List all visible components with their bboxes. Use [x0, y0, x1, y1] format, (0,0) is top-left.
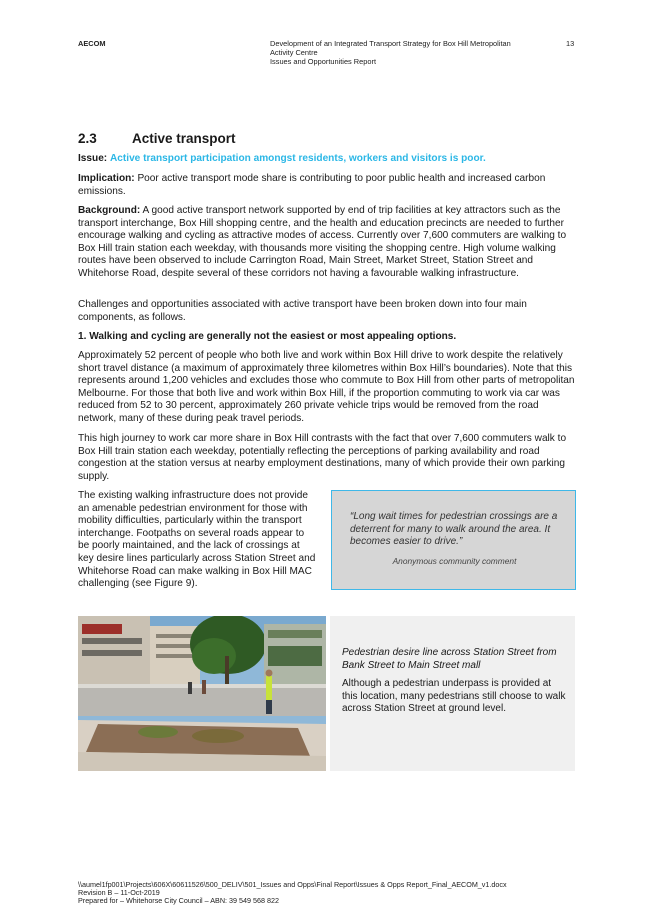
issue-statement	[78, 153, 576, 166]
implication-label: Implication:	[78, 173, 135, 184]
footer-revision: Revision B – 11-Oct-2019	[78, 888, 160, 897]
quote-text: “Long wait times for pedestrian crossings are a deterrent for many to walk around the area. It becomes easier to drive.”	[350, 511, 558, 548]
brand-name: AECOM	[78, 39, 106, 48]
section-number: 2.3	[78, 131, 97, 146]
community-quote-box	[331, 490, 576, 590]
challenges-intro: Challenges and opportunities associated with active transport have been broken down into four main components, as follows.	[78, 299, 527, 323]
figure-caption-body: Although a pedestrian underpass is provided at this location, many pedestrians still choose to walk across Station Street at ground level.	[342, 678, 566, 715]
document-title	[270, 39, 540, 66]
issue-label: Issue:	[78, 153, 108, 164]
document-title-line: Activity Centre	[270, 48, 318, 57]
subheading-walking-cycling: 1. Walking and cycling are generally not the easiest or most appealing options.	[78, 331, 457, 342]
page-number: 13	[566, 39, 575, 48]
footer-prepared-for: Prepared for – Whitehorse City Council – ABN: 39 549 568 822	[78, 896, 279, 905]
document-title-line: Development of an Integrated Transport Strategy for Box Hill Metropolitan	[270, 39, 511, 48]
issue-text: Active transport participation amongst residents, workers and visitors is poor.	[110, 153, 486, 164]
background-label: Background:	[78, 205, 141, 216]
body-paragraph: Approximately 52 percent of people who both live and work within Box Hill drive to work despite the relatively short travel distance (a maximum of approximately three kilometres within Box Hill’s boundaries). Note that this represents around 1,200 vehicles and excludes those who commute to Box Hill from other parts of metropolitan Melbourne. For those that both live and work within Box Hill, if the proportion commuting to work via car was reduced from 52 to 30 percent, approximately 260 private vehicle trips would be removed from the road network, many of these during peak travel periods.	[78, 350, 575, 424]
section-heading	[78, 131, 236, 146]
footer-file-path: \\aumel1fp001\Projects\606X\60611526\500_DELIV\501_Issues and Opps\Final Report\Issues & Opps Report_Final_AECOM_v1.docx	[78, 880, 507, 889]
background-paragraph	[78, 205, 576, 281]
section-title: Active transport	[132, 131, 236, 146]
background-text: A good active transport network supported by end of trip facilities at key attractors such as the transport interchange, Box Hill shopping centre, and the health and education precincts are needed to further encourage walking and cycling as attractive modes of access. Currently over 7,600 commuters are walking to Box Hill train station each weekday, with thousands more visiting the shopping centre. High volume walking routes have been observed to include Carrington Road, Main Street, Market Street, Station Street and Whitehorse Road, despite several of these corridors not having a favourable walking infrastructure.	[78, 205, 567, 279]
implication-paragraph	[78, 173, 576, 198]
quote-attribution: Anonymous community comment	[392, 556, 517, 566]
document-subtitle: Issues and Opportunities Report	[270, 57, 376, 66]
body-paragraph: The existing walking infrastructure does not provide an amenable pedestrian environment for those with mobility difficulties, particularly within the transport interchange. Footpaths on several roads appear to be poorly maintained, and the lack of crossings at key desire lines particularly across Station Street and Whitehorse Road can make walking in Box Hill MAC challenging (see Figure 9).	[78, 490, 316, 590]
body-paragraph: This high journey to work car more share in Box Hill contrasts with the fact that over 7,600 commuters walk to Box Hill train station each weekday, potentially reflecting the perceptions of parking availability and road congestion at the station versus at nearby employment destinations, many of which provide their own parking supply.	[78, 433, 567, 482]
implication-text: Poor active transport mode share is contributing to poor public health and increased carbon emissions.	[78, 173, 546, 197]
station-street-photo	[78, 616, 326, 771]
figure-caption-box	[330, 616, 575, 771]
figure-caption-title: Pedestrian desire line across Station Street from Bank Street to Main Street mall	[342, 647, 557, 671]
